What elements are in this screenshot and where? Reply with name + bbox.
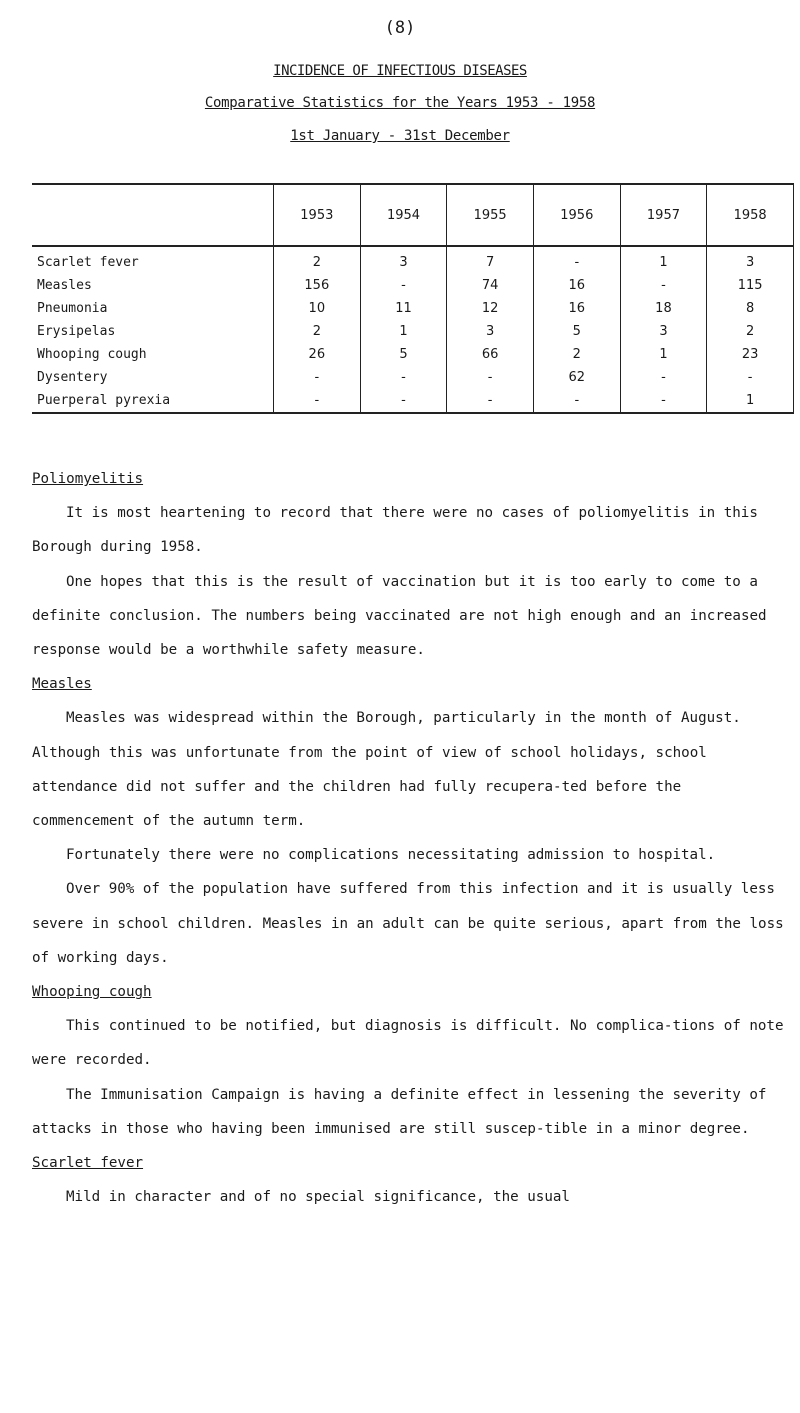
table-cell: - [447,389,534,413]
table-cell: 3 [447,320,534,343]
disease-name: Whooping cough [37,347,147,362]
table-header-row [32,184,794,246]
table-cell: 16 [533,297,620,320]
table-row [32,389,794,413]
table-cell: 115 [707,274,794,297]
table-cell: 62 [533,366,620,389]
table-row [32,320,794,343]
table-cell: 1 [620,246,707,274]
table-cell: 7 [447,246,534,274]
disease-name: Pneumonia [37,301,108,316]
disease-name: Scarlet fever [37,255,139,270]
paragraph: Over 90% of the population have suffered from this infection and it is usually less severe in school children. Measles in an adult can be quite serious, apart from the loss of working days. [32,881,784,966]
paragraph: This continued to be notified, but diagnosis is difficult. No complica-tions of note were recorded. [32,1018,784,1069]
year-header: 1957 [620,184,707,246]
table-cell: - [620,389,707,413]
section-heading-scarlet-fever: Scarlet fever [32,1155,144,1172]
table-cell: - [533,246,620,274]
year-header: 1956 [533,184,620,246]
table-row [32,343,794,366]
table-cell: - [707,366,794,389]
table-cell: 8 [707,297,794,320]
year-header: 1955 [447,184,534,246]
table-row [32,246,794,274]
incidence-table [32,183,794,414]
table-cell: 2 [274,320,361,343]
table-cell: 16 [533,274,620,297]
paragraph: Mild in character and of no special significance, the usual [66,1189,570,1206]
table-cell: 1 [620,343,707,366]
table-cell: - [533,389,620,413]
table-cell: - [274,366,361,389]
year-header: 1953 [274,184,361,246]
table-cell: - [620,274,707,297]
page-title-text: INCIDENCE OF INFECTIOUS DISEASES [273,63,527,79]
table-cell: 5 [360,343,447,366]
date-range [0,128,800,144]
table-cell: 12 [447,297,534,320]
paragraph: It is most heartening to record that there were no cases of poliomyelitis in this Borough during 1958. [32,505,758,556]
disease-name: Dysentery [37,370,108,385]
table-cell: 10 [274,297,361,320]
table-cell: 3 [360,246,447,274]
table-cell: 1 [707,389,794,413]
disease-name: Erysipelas [37,324,116,339]
report-body [32,462,792,1214]
disease-name: Measles [37,278,92,293]
date-range-text: 1st January - 31st December [290,128,510,144]
table-cell: 11 [360,297,447,320]
table-cell: 23 [707,343,794,366]
table-cell: 156 [274,274,361,297]
table-cell: - [360,366,447,389]
page-number: (8) [384,18,416,38]
table-row [32,274,794,297]
table-cell: 5 [533,320,620,343]
table-cell: 66 [447,343,534,366]
table-cell: 3 [620,320,707,343]
table-cell: 1 [360,320,447,343]
section-heading-poliomyelitis: Poliomyelitis [32,471,144,487]
section-heading-measles: Measles [32,676,92,693]
table-cell: - [274,389,361,413]
paragraph: One hopes that this is the result of vaccination but it is too early to come to a definite conclusion. The numbers being vaccinated are not high enough and an increased response would be a worthwhile safety measure. [32,573,767,659]
page-title [0,63,800,79]
table-cell: - [360,389,447,413]
table-cell: - [360,274,447,297]
table-cell: 2 [274,246,361,274]
section-heading-whooping-cough: Whooping cough [32,984,152,1001]
table-cell: 3 [707,246,794,274]
table-row [32,297,794,320]
paragraph: Measles was widespread within the Borough, particularly in the month of August. Although this was unfortunate from the point of view of school holidays, school attendance did not suffer and the children had fully recupera-ted before the commencement of the autumn term. [32,710,741,830]
year-header: 1958 [707,184,794,246]
year-header: 1954 [360,184,447,246]
table-cell: - [620,366,707,389]
table-cell: - [447,366,534,389]
paragraph: The Immunisation Campaign is having a definite effect in lessening the severity of attacks in those who having been immunised are still suscep-tible in a minor degree. [32,1086,767,1137]
table-row [32,366,794,389]
subtitle [0,95,800,111]
table-corner-cell [32,184,274,246]
table-cell: 2 [533,343,620,366]
table-cell: 74 [447,274,534,297]
table-cell: 26 [274,343,361,366]
disease-name: Puerperal pyrexia [37,393,171,408]
table-cell: 2 [707,320,794,343]
table-cell: 18 [620,297,707,320]
paragraph: Fortunately there were no complications necessitating admission to hospital. [66,847,716,864]
subtitle-text: Comparative Statistics for the Years 1953 - 1958 [204,95,596,111]
